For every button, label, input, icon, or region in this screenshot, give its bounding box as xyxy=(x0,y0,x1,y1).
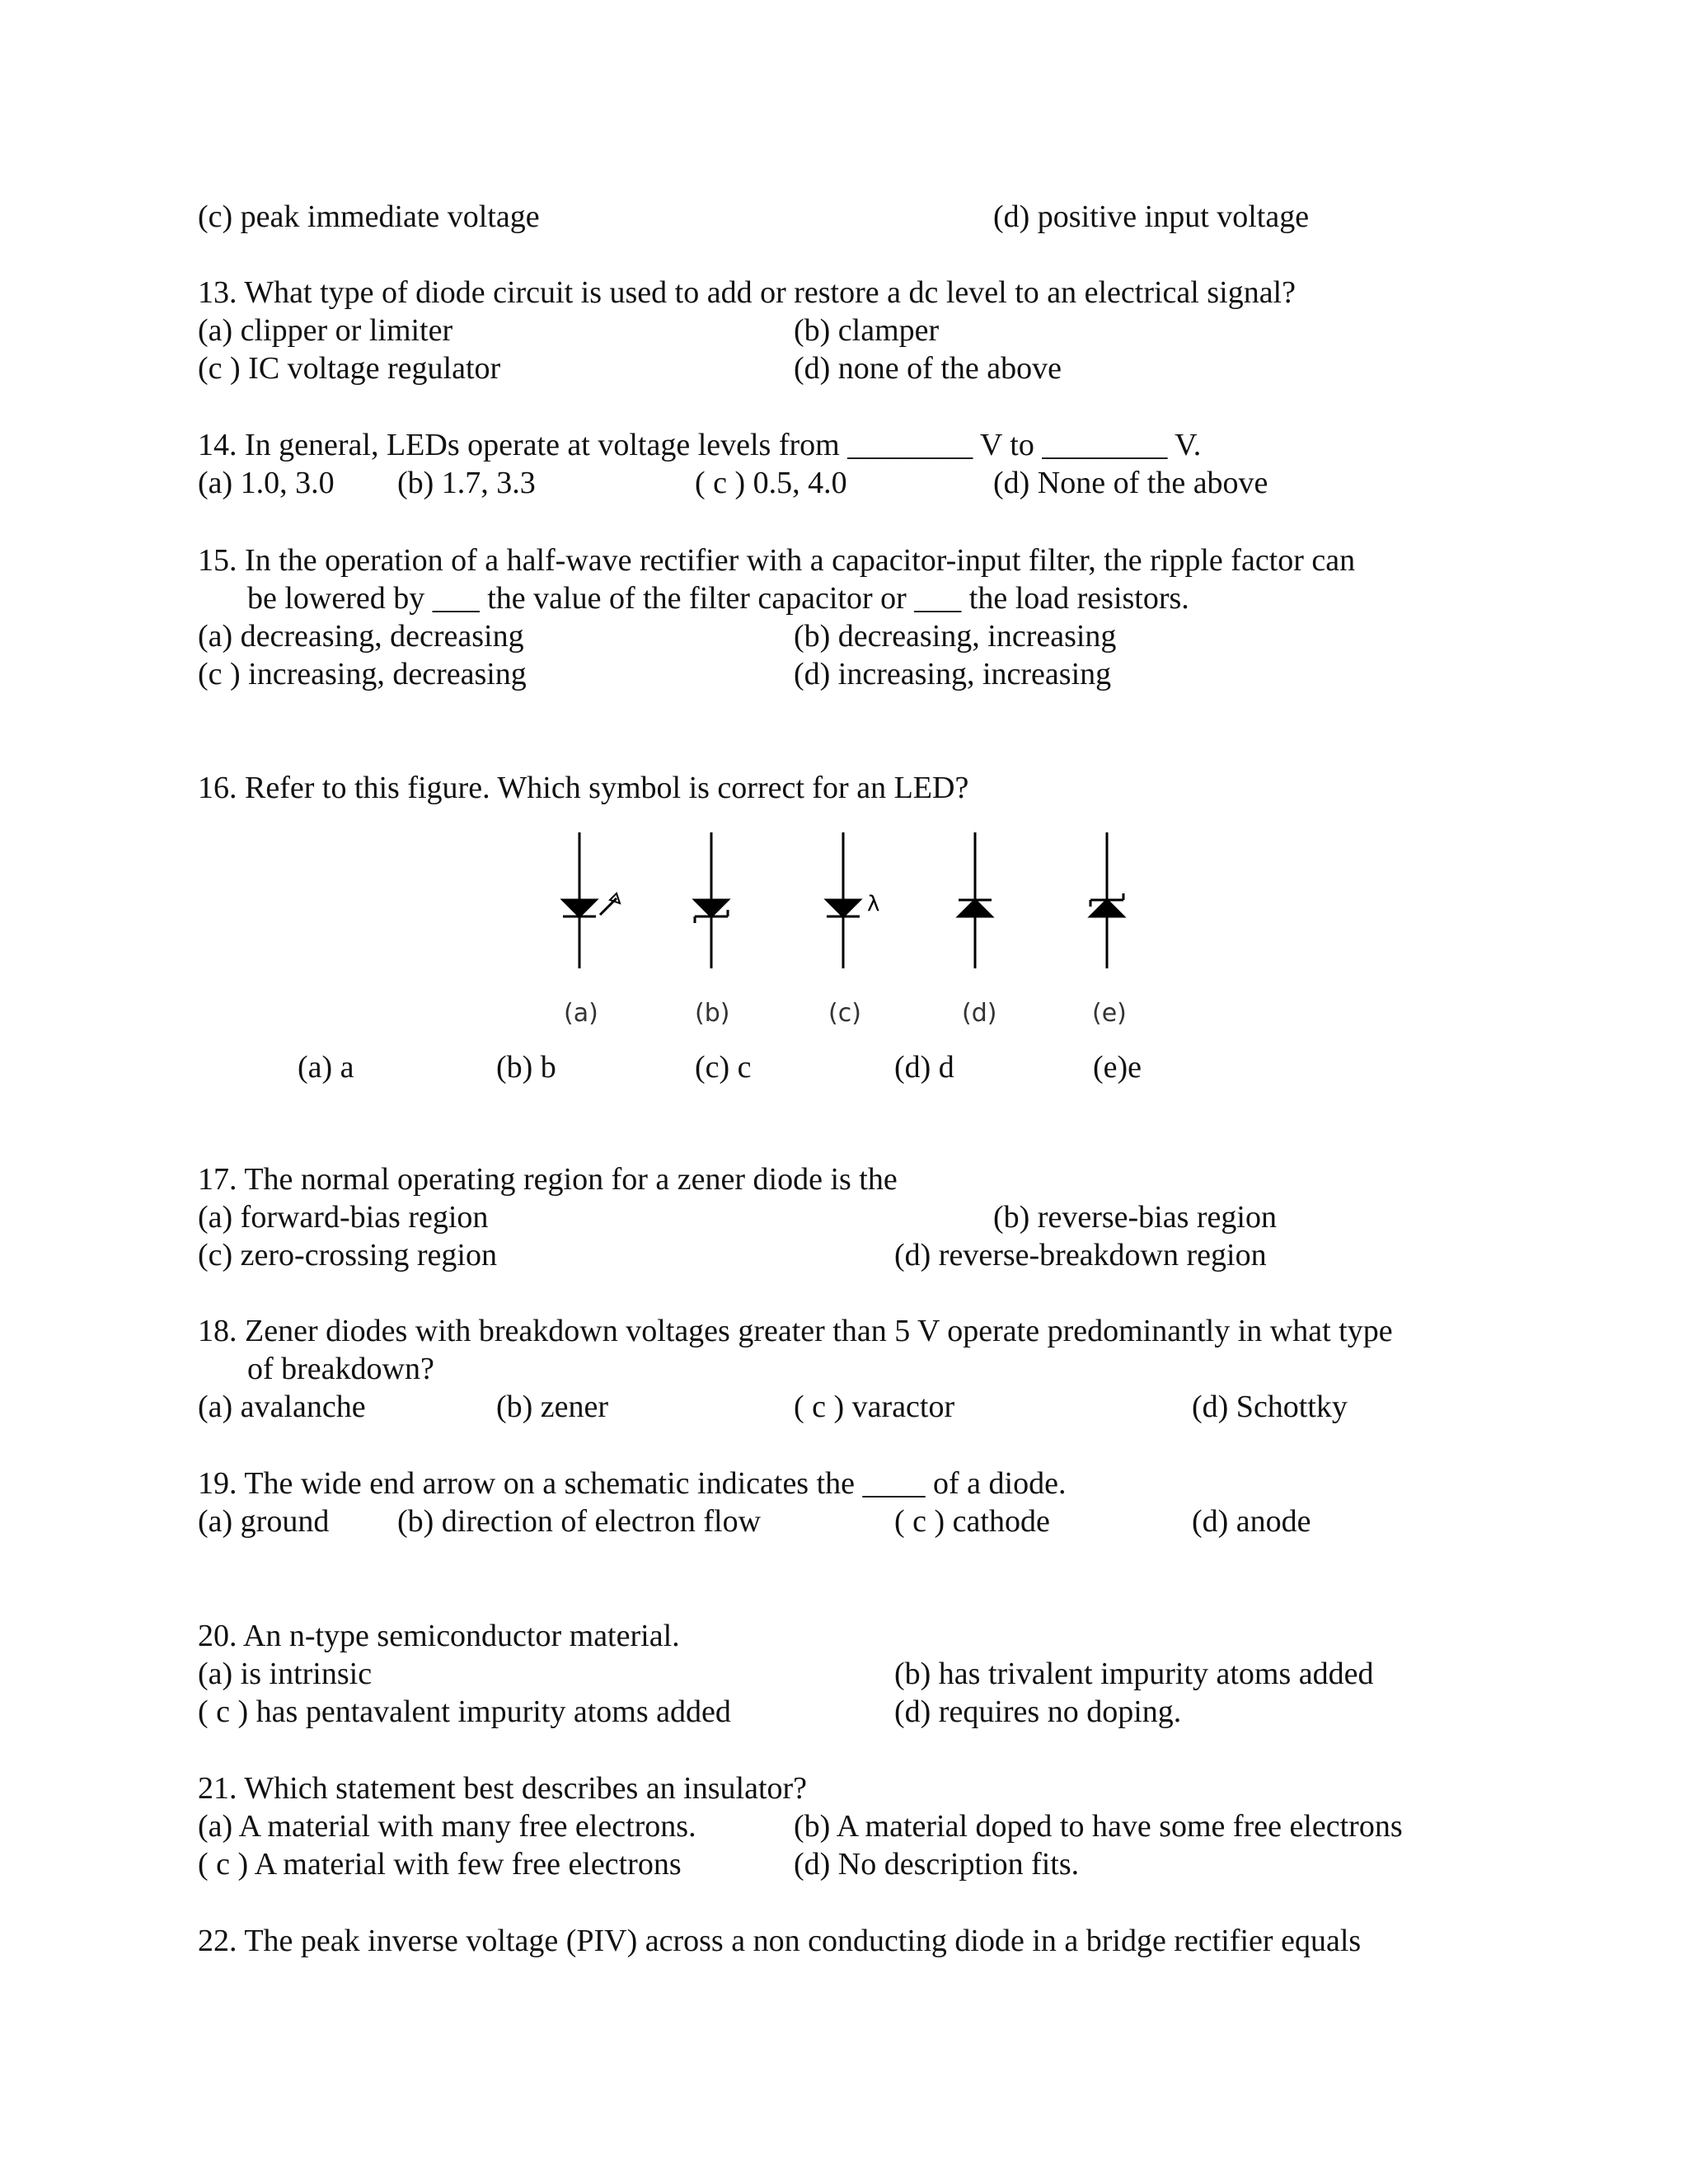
q19-option-b: (b) direction of electron flow xyxy=(397,1504,762,1539)
q16-option-c: (c) c xyxy=(695,1050,752,1085)
q15-option-a: (a) decreasing, decreasing xyxy=(198,619,524,654)
question-16: 16. Refer to this figure. Which symbol is correct for an LED? xyxy=(198,771,969,805)
diode-symbols-figure xyxy=(528,824,1154,997)
q13-option-a: (a) clipper or limiter xyxy=(198,313,453,348)
q15-option-b: (b) decreasing, increasing xyxy=(794,619,1117,654)
q21-option-c: ( c ) A material with few free electrons xyxy=(198,1847,682,1882)
q18-option-a: (a) avalanche xyxy=(198,1390,366,1424)
q14-option-c: ( c ) 0.5, 4.0 xyxy=(695,466,847,500)
question-18-line2: of breakdown? xyxy=(247,1352,434,1386)
question-15-line2: be lowered by ___ the value of the filter capacitor or ___ the load resistors. xyxy=(247,581,1189,616)
q17-option-b: (b) reverse-bias region xyxy=(993,1200,1277,1235)
q20-option-d: (d) requires no doping. xyxy=(894,1694,1182,1729)
q17-option-d: (d) reverse-breakdown region xyxy=(894,1238,1267,1272)
diode-symbol-d xyxy=(959,832,992,968)
question-17: 17. The normal operating region for a zener diode is the xyxy=(198,1162,898,1197)
q18-option-b: (b) zener xyxy=(496,1390,609,1424)
figure-label-d: (d) xyxy=(962,999,997,1028)
q20-option-c: ( c ) has pentavalent impurity atoms added xyxy=(198,1694,731,1729)
q18-option-c: ( c ) varactor xyxy=(794,1390,955,1424)
q13-option-c: (c ) IC voltage regulator xyxy=(198,351,501,386)
figure-label-b: (b) xyxy=(695,999,730,1028)
question-20: 20. An n-type semiconductor material. xyxy=(198,1619,680,1653)
question-13: 13. What type of diode circuit is used to add or restore a dc level to an electrical signal? xyxy=(198,275,1296,310)
option-c-prev: (c) peak immediate voltage xyxy=(198,199,540,234)
q20-option-b: (b) has trivalent impurity atoms added xyxy=(894,1657,1374,1691)
q18-option-d: (d) Schottky xyxy=(1192,1390,1348,1424)
question-14: 14. In general, LEDs operate at voltage levels from ________ V to ________ V. xyxy=(198,428,1202,462)
figure-label-a: (a) xyxy=(564,999,598,1028)
q17-option-a: (a) forward-bias region xyxy=(198,1200,489,1235)
question-15-line1: 15. In the operation of a half-wave rectifier with a capacitor-input filter, the ripple factor can xyxy=(198,543,1356,578)
q14-option-a: (a) 1.0, 3.0 xyxy=(198,466,335,500)
q16-option-b: (b) b xyxy=(496,1050,556,1085)
diode-symbol-e xyxy=(1090,832,1123,968)
q16-option-e: (e)e xyxy=(1093,1050,1142,1085)
question-19: 19. The wide end arrow on a schematic indicates the ____ of a diode. xyxy=(198,1466,1067,1501)
option-d-prev: (d) positive input voltage xyxy=(993,199,1310,234)
diode-symbol-a xyxy=(563,832,620,968)
diode-symbol-c xyxy=(827,832,860,968)
q16-option-a: (a) a xyxy=(298,1050,354,1085)
q14-option-d: (d) None of the above xyxy=(993,466,1268,500)
figure-label-c: (c) xyxy=(828,999,861,1028)
q21-option-b: (b) A material doped to have some free electrons xyxy=(794,1809,1403,1844)
q21-option-d: (d) No description fits. xyxy=(794,1847,1080,1882)
q19-option-c: ( c ) cathode xyxy=(894,1504,1050,1539)
question-22: 22. The peak inverse voltage (PIV) across a non conducting diode in a bridge rectifier equals xyxy=(198,1924,1362,1958)
q15-option-d: (d) increasing, increasing xyxy=(794,657,1112,691)
q16-option-d: (d) d xyxy=(894,1050,954,1085)
question-18-line1: 18. Zener diodes with breakdown voltages greater than 5 V operate predominantly in what type xyxy=(198,1314,1393,1348)
q15-option-c: (c ) increasing, decreasing xyxy=(198,657,527,691)
q20-option-a: (a) is intrinsic xyxy=(198,1657,373,1691)
q17-option-c: (c) zero-crossing region xyxy=(198,1238,497,1272)
q19-option-d: (d) anode xyxy=(1192,1504,1311,1539)
figure-label-e: (e) xyxy=(1092,999,1127,1028)
q19-option-a: (a) ground xyxy=(198,1504,330,1539)
lambda-symbol: λ xyxy=(867,892,880,916)
q14-option-b: (b) 1.7, 3.3 xyxy=(397,466,536,500)
question-21: 21. Which statement best describes an insulator? xyxy=(198,1771,808,1806)
q13-option-b: (b) clamper xyxy=(794,313,940,348)
q21-option-a: (a) A material with many free electrons. xyxy=(198,1809,696,1844)
q13-option-d: (d) none of the above xyxy=(794,351,1062,386)
diode-symbol-b xyxy=(695,832,728,968)
